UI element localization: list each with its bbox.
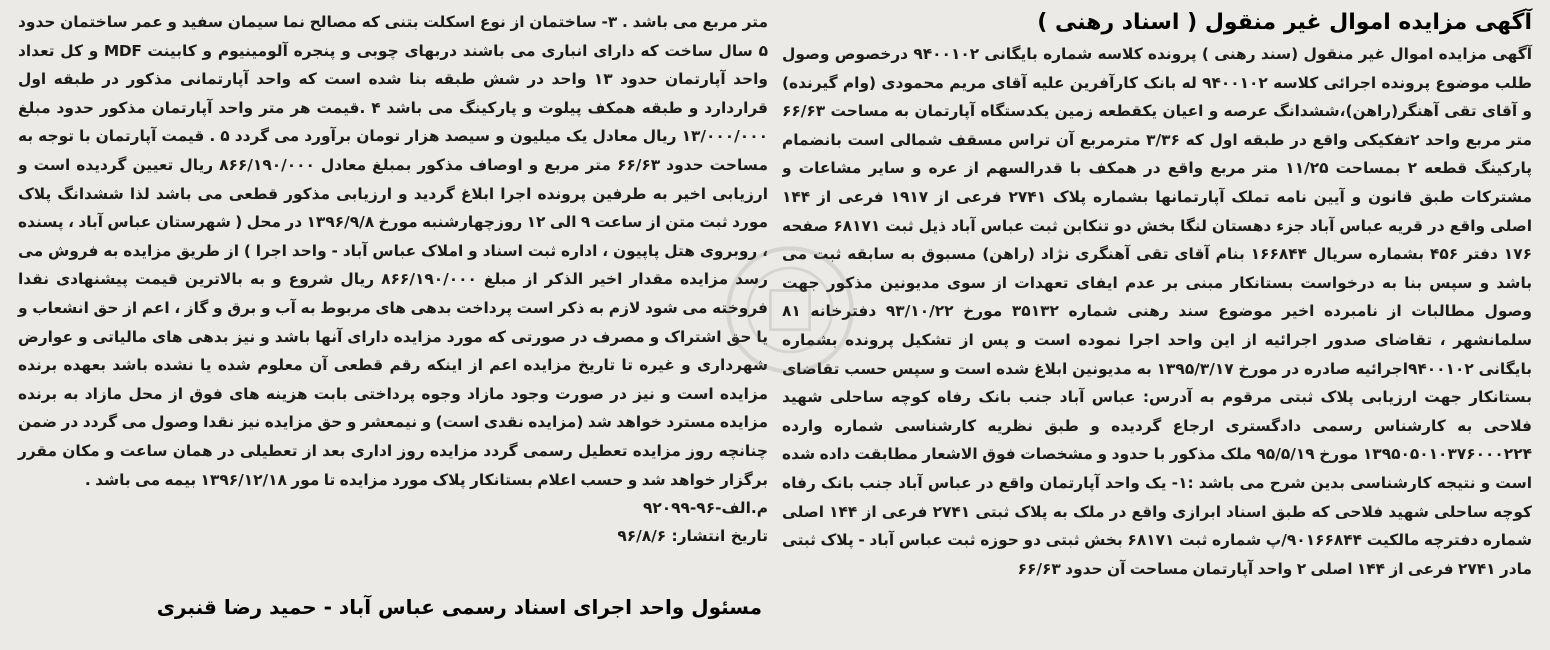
right-column — [782, 8, 1538, 640]
left-column-text: متر مربع می باشد . ۳- ساختمان از نوع اسکلت بتنی که مصالح نما سیمان سفید و عمر ساختمان حدود ۵ سال ساخت که دارای انباری می باشند دربهای چوبی و پنجره آلومینیوم و کابینت MDF و کل تعداد واحد آپارتمان حدود ۱۳ واحد در شش طبقه بنا شده است که واحد آپارتمانی مذکور در طبقه اول قراردارد و طبقه همکف پیلوت و پارکینگ می باشد ۴ .قیمت هر متر واحد آپارتمان مذکور حدود مبلغ ۱۳/۰۰۰/۰۰۰ ریال معادل یک میلیون و سیصد هزار تومان برآورد می گردد ۵ . قیمت آپارتمان با توجه به مساحت حدود ۶۶/۶۳ متر مربع و اوصاف مذکور بمبلغ معادل ۸۶۶/۱۹۰/۰۰۰ ریال تعیین گردیده است و ارزیابی اخیر به طرفین پرونده اجرا ابلاغ گردید و ارزیابی مذکور قطعی می باشد لذا ششدانگ پلاک مورد ثبت متن از ساعت ۹ الی ۱۲ روزچهارشنبه مورخ ۱۳۹۶/۹/۸ در محل ( شهرستان عباس آباد ، پسنده ، روبروی هتل پاپیون ، اداره ثبت اسناد و املاک عباس آباد - واحد اجرا ) از طریق مزایده به فروش می رسد مزایده مقدار اخیر الذکر از مبلغ ۸۶۶/۱۹۰/۰۰۰ ریال شروع و به بالاترین قیمت پیشنهادی نقدا فروخته می شود لازم به ذکر است پرداخت بدهی های مربوط به آب و برق و گاز ، اعم از حق انشعاب و یا حق اشتراک و مصرف در صورتی که مورد مزایده دارای آنها باشد و نیز بدهی های مالیاتی و عوارض شهرداری و غیره تا تاریخ مزایده اعم از اینکه رقم قطعی آن معلوم شده یا نشده باشد بعهده برنده مزایده است و نیز در صورت وجود مازاد وجوه پرداختی بابت هزینه های فوق از محل مازاد به برنده مزایده مسترد خواهد شد (مزایده نقدی است) و نیمعشر و حق مزایده نیز نقدا وصول می گردد در ضمن چنانچه روز مزایده تعطیل رسمی گردد مزایده روز اداری بعد از تعطیلی در همان ساعت و مکان مقرر برگزار خواهد شد و حسب اعلام بستانکار پلاک مورد مزایده تا مور ۱۳۹۶/۱۲/۱۸ بیمه می باشد . — [18, 13, 768, 489]
publication-date: تاریخ انتشار: ۹۶/۸/۶ — [617, 527, 768, 546]
reference-number: م.الف-۹۶-۹۲۰۹۹ — [642, 499, 768, 518]
notice-title: آگهی مزایده اموال غیر منقول ( اسناد رهنی ) — [1037, 10, 1532, 35]
signature-line: مسئول واحد اجرای اسناد رسمی عباس آباد - حمید رضا قنبری — [156, 595, 762, 619]
notice-columns — [12, 8, 1538, 640]
left-column — [12, 8, 768, 640]
right-column-text: آگهی مزایده اموال غیر منقول (سند رهنی ) پرونده کلاسه شماره بایگانی ۹۴۰۰۱۰۲ درخصوص وصول طلب موضوع پرونده اجرائی کلاسه ۹۴۰۰۱۰۲ له بانک کارآفرین علیه آقای مریم محمودی (وام گیرنده) و آقای تقی آهنگر(راهن)،ششدانگ عرصه و اعیان یکقطعه زمین یکدستگاه آپارتمان به مساحت ۶۶/۶۳ متر مربع واحد ۲تفکیکی واقع در طبقه اول که ۳/۳۶ مترمربع آن تراس مسقف شمالی است بانضمام پارکینگ قطعه ۲ بمساحت ۱۱/۲۵ متر مربع واقع در همکف با قدرالسهم از عره و سایر مشاعات و مشترکات طبق قانون و آیین نامه تملک آپارتمانها بشماره پلاک ۲۷۴۱ فرعی از ۱۹۱۷ فرعی از ۱۴۴ اصلی واقع در قریه عباس آباد جزء دهستان لنگا بخش دو تنکابن ثبت عباس آباد ذیل ثبت ۶۸۱۷۱ صفحه ۱۷۶ دفتر ۴۵۶ بشماره سریال ۱۶۶۸۴۴ بنام آقای تقی آهنگری نژاد (راهن) مسبوق به سابقه ثبت می باشد و سپس بنا به درخواست بستانکار مبنی بر عدم ایفای تعهدات از سوی مدیونین مذکور جهت وصول مطالبات از نامبرده اخیر موضوع سند رهنی شماره ۳۵۱۳۲ مورخ ۹۳/۱۰/۲۲ دفترخانه ۸۱ سلمانشهر ، تقاضای صدور اجرائیه از این واحد اجرا نموده است و پس از تشکیل پرونده بشماره بایگانی ۹۴۰۰۱۰۲اجرائیه صادره در مورخ ۱۳۹۵/۳/۱۷ به مدیونین ابلاغ شده است و سپس حسب تقاضای بستانکار جهت ارزیابی پلاک ثبتی مرقوم به آدرس: عباس آباد جنب بانک رفاه کوچه ساحلی شهید فلاحی به کارشناس رسمی دادگستری ارجاع گردیده و طبق نظریه کارشناسی شماره وارده ۱۳۹۵۰۵۰۱۰۳۷۶۰۰۰۲۲۴ مورخ ۹۵/۵/۱۹ ملک مذکور با حدود و مشخصات فوق الاشعار مطابقت داده شده است و نتیجه کارشناسی بدین شرح می باشد :۱- یک واحد آپارتمان واقع در عباس آباد جنب بانک رفاه کوچه ساحلی شهید فلاحی که طبق اسناد ابرازی واقع در ملک به پلاک ثبتی ۲۷۴۱ فرعی از ۱۴۴ اصلی شماره دفترچه مالکیت ۹۰۱۶۶۸۴۴/پ شماره ثبت ۶۸۱۷۱ بخش ثبتی دو حوزه ثبت عباس آباد - پلاک ثبتی مادر ۲۷۴۱ فرعی از ۱۴۴ اصلی ۲ واحد آپارتمان مساحت آن حدود ۶۶/۶۳ — [782, 45, 1533, 578]
